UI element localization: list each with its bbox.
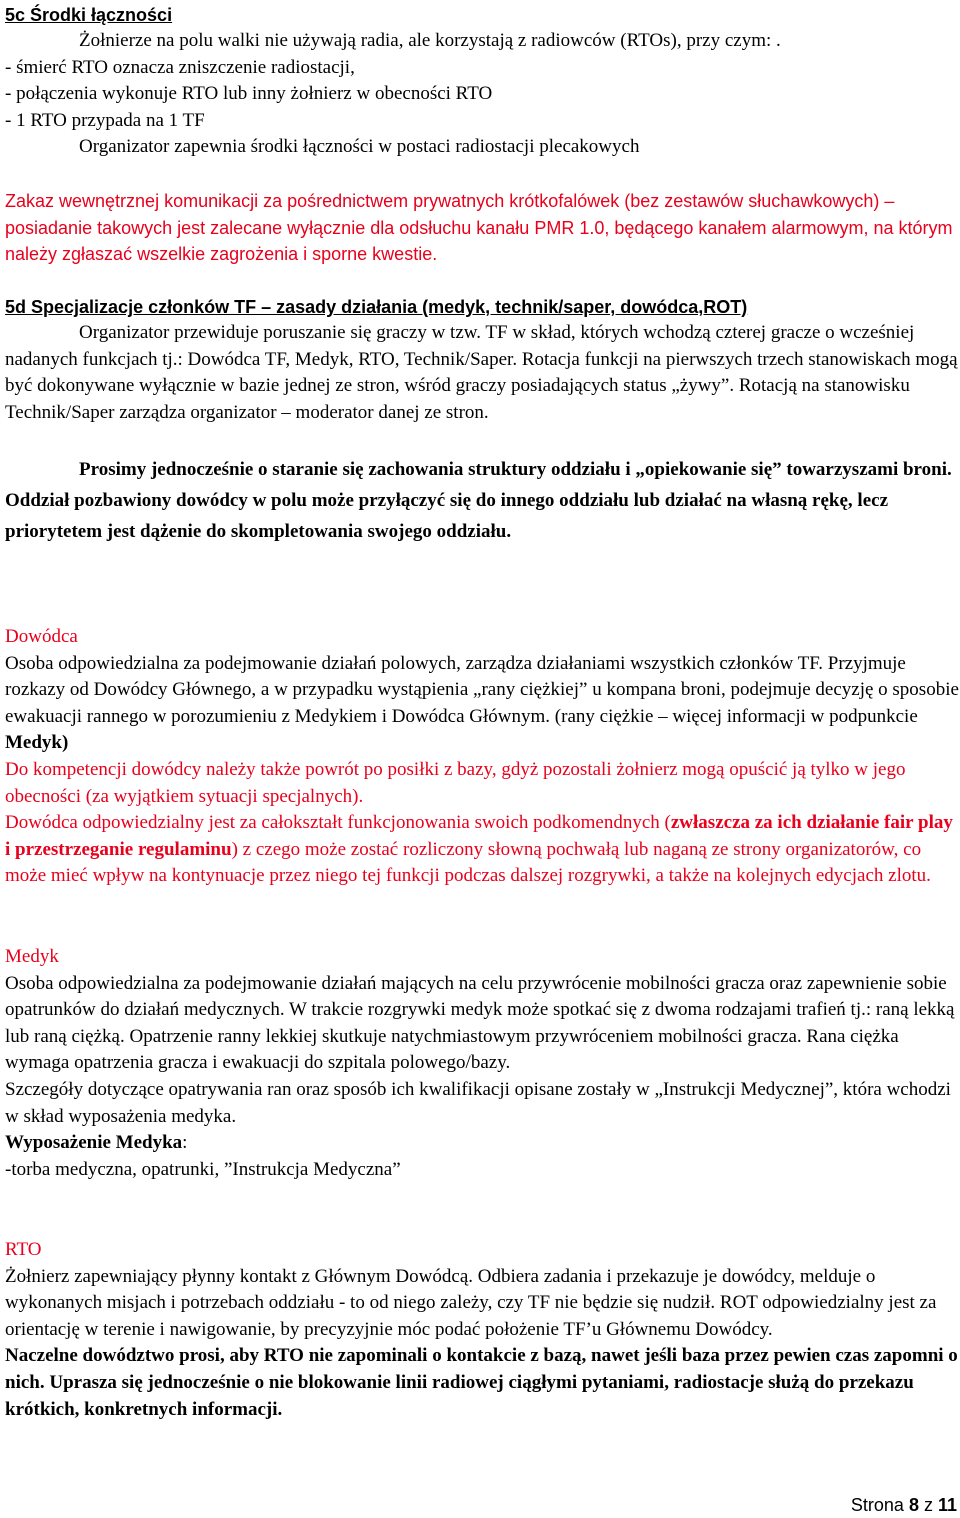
rto-title: RTO — [5, 1239, 42, 1260]
page-footer: Strona 8 z 11 — [850, 1495, 957, 1515]
list-item: - śmierć RTO oznacza zniszczenie radiostacji, — [5, 56, 355, 78]
medyk-paragraph-2: Szczegóły dotyczące opatrywania ran oraz sposób ich kwalifikacji opisane zostały w „Instrukcji Medycznej”, która wchodzi w skład wyposażenia medyka. — [5, 1078, 951, 1127]
section-rto — [5, 1237, 960, 1423]
medyk-equipment-items: -torba medyczna, opatrunki, ”Instrukcja Medyczna” — [5, 1158, 401, 1180]
list-item: - 1 RTO przypada na 1 TF — [5, 109, 205, 131]
medyk-equipment-label: Wyposażenie Medyka: — [5, 1132, 188, 1154]
dowodca-title: Dowódca — [5, 626, 78, 647]
bold-note-1: Prosimy jednocześnie o staranie się zachowania struktury oddziału i „opiekowanie się” towarzyszami broni. — [79, 459, 952, 480]
section-5c-body — [5, 28, 960, 161]
medyk-title: Medyk — [5, 946, 59, 967]
medyk-paragraph-1: Osoba odpowiedzialna za podejmowanie działań mających na celu przywrócenie mobilności gracza oraz zapewnienie sobie opatrunków do działań medycznych. W trakcie rozgrywki medyk może spotkać się z dwoma rodzajami trafień tj.: raną lekką lub raną ciężką. Opatrzenie ranny lekkiej skutkuje natychmiastowym przywróceniem mobilności gracza. Rana ciężka wymaga opatrzenia gracza i ewakuacji do szpitala polowego/bazy. — [5, 972, 955, 1074]
section-5d-body — [5, 320, 960, 426]
dowodca-paragraph: Osoba odpowiedzialna za podejmowanie działań polowych, zarządza działaniami wszystkich członków TF. Przyjmuje rozkazy od Dowódcy Głównego, a w przypadku wystąpienia „rany ciężkiej” u kompana broni, podejmuje decyzję o sposobie ewakuacji rannego w porozumieniu z Medykiem i Dowódca Głównym. (rany ciężkie – więcej informacji w podpunkcie Medyk) — [5, 652, 959, 754]
dowodca-red-paragraph-2: Dowódca odpowiedzialny jest za całokształt funkcjonowania swoich podkomendnych (zwłaszcza za ich działanie fair play i przestrzeganie regulaminu) z czego może zostać rozliczony słowną pochwałą lub naganą ze strony organizatorów, co może mieć wpływ na kontynuacje przez niego tej funkcji podczas dalszej rozgrywki, a także na kolejnych edycjach zlotu. — [5, 812, 953, 887]
rto-bold-note: Naczelne dowództwo prosi, aby RTO nie zapominali o kontakcie z bazą, nawet jeśli baza przez pewien czas zapomni o nich. Uprasza się jednocześnie o nie blokowanie linii radiowej ciągłymi pytaniami, radiostacje służą do przekazu krótkich, konkretnych informacji. — [5, 1345, 958, 1420]
section-5d-heading: 5d Specjalizacje członków TF – zasady działania (medyk, technik/saper, dowódca,ROT) — [5, 297, 748, 317]
rto-paragraph: Żołnierz zapewniający płynny kontakt z Głównym Dowódcą. Odbiera zadania i przekazuje je dowódcy, melduje o wykonanych misjach i potrzebach oddziału - to od niego zależy, czy TF nie będzie się nudził. ROT odpowiedzialny jest za orientację w terenie i nawigowanie, by precyzyjnie móc podać położenie TF’u Głównemu Dowódcy. — [5, 1265, 937, 1340]
section-5d-paragraph: Organizator przewiduje poruszanie się graczy w tzw. TF w skład, których wchodzą czterej gracze o wcześniej nadanych funkcjach tj.: Dowódca TF, Medyk, RTO, Technik/Saper. Rotacja funkcji na pierwszych trzech stanowiskach mogą być dokonywane wyłącznie w bazie jednej ze stron, wśród graczy posiadających status „żywy”. Rotacją na stanowisku Technik/Saper zarządza organizator – moderator danej ze stron. — [5, 322, 958, 423]
section-5d-bold-note — [5, 454, 960, 547]
page-number: 8 — [908, 1495, 919, 1515]
list-item: - połączenia wykonuje RTO lub inny żołnierz w obecności RTO — [5, 83, 493, 105]
dowodca-red-paragraph-1: Do kompetencji dowódcy należy także powrót po posiłki z bazy, gdyż pozostali żołnierz mogą opuścić ją tylko w jego obecności (za wyjątkiem sytuacji specjalnych). — [5, 758, 906, 807]
page-total: 11 — [937, 1495, 957, 1515]
section-dowodca — [5, 624, 960, 890]
section-5c-intro: Żołnierze na polu walki nie używają radia, ale korzystają z radiowców (RTOs), przy czym: . — [79, 30, 781, 51]
bold-note-2: Oddział pozbawiony dowódcy w polu może przyłączyć się do innego oddziału lub działać na własną rękę, lecz priorytetem jest dążenie do skompletowania swojego oddziału. — [5, 490, 888, 542]
section-medyk — [5, 944, 960, 1183]
section-5c-provides: Organizator zapewnia środki łączności w postaci radiostacji plecakowych — [79, 136, 640, 158]
section-5c-red-note: Zakaz wewnętrznej komunikacji za pośrednictwem prywatnych krótkofalówek (bez zestawów słuchawkowych) – posiadanie takowych jest zalecane wyłącznie dla odsłuchu kanału PMR 1.0, będącego kanałem alarmowym, na którym należy zgłaszać wszelkie zagrożenia i sporne kwestie. — [5, 191, 953, 265]
section-5c-heading: 5c Środki łączności — [5, 5, 173, 25]
